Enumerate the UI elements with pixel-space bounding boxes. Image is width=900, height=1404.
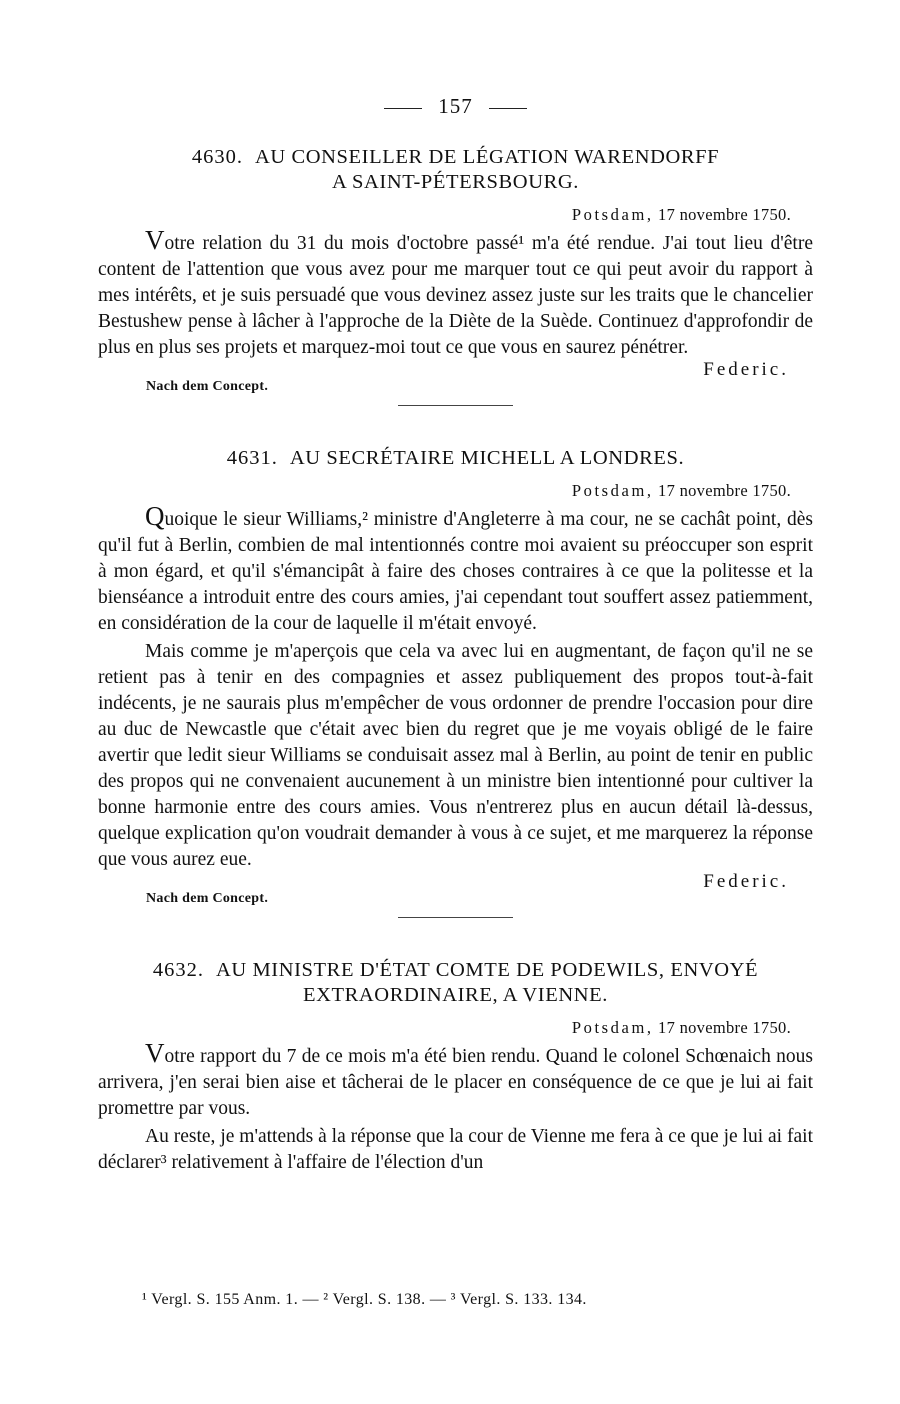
letter-date: 17 novembre 1750. — [658, 1018, 791, 1037]
letter-title-line: A SAINT-PÉTERSBOURG. — [331, 171, 580, 193]
letter-paragraph: Quoique le sieur Williams,² ministre d'Angleterre à ma cour, ne se cachât point, dès qu'il fut à Berlin, combien de mal intentionnés contre moi avaient su préoccuper son esprit à mon égard, et qu'il s'émancipât à faire des choses contraires à ce que la politesse et la bienséance a introduit entre des cours amies, j'ai cependant tout souffert assez patiemment, en considération de la cour de laquelle il m'était envoyé. — [98, 501, 813, 634]
letter-title-line: AU CONSEILLER DE LÉGATION WARENDORFF — [254, 146, 720, 168]
letter-signature: Federic. — [703, 871, 789, 892]
letter-title-line: EXTRAORDINAIRE, A VIENNE. — [302, 984, 609, 1006]
letter-title — [98, 958, 813, 1008]
page-header — [98, 94, 813, 119]
letter-dateline — [98, 481, 791, 501]
letter-date: 17 novembre 1750. — [658, 481, 791, 500]
letter-dateline — [98, 1018, 791, 1038]
page-number: 157 — [438, 94, 473, 118]
letter-number: 4631. — [226, 447, 278, 469]
letter-paragraph: Votre rapport du 7 de ce mois m'a été bien rendu. Quand le colonel Schœnaich nous arrivera, j'en serai bien aise et tâcherai de le placer en conséquence de ce que je lui ai fait promettre par vous. — [98, 1038, 813, 1119]
header-dash-left — [384, 108, 422, 109]
section-divider — [398, 405, 513, 406]
letter-4632 — [98, 958, 813, 1176]
document-page — [98, 94, 813, 1176]
letter-signature: Federic. — [703, 359, 789, 380]
letter-date: 17 novembre 1750. — [658, 205, 791, 224]
letter-place: Potsdam, — [571, 205, 654, 224]
letter-title-line: AU MINISTRE D'ÉTAT COMTE DE PODEWILS, ENVOYÉ — [215, 959, 759, 981]
letter-source-note: Nach dem Concept. — [146, 891, 269, 906]
letter-paragraph: Au reste, je m'attends à la réponse que la cour de Vienne me fera à ce que je lui ai fait déclarer³ relativement à l'affaire de l'élection d'un — [98, 1126, 813, 1173]
letter-title-line: AU SECRÉTAIRE MICHELL A LONDRES. — [289, 447, 685, 469]
letter-place: Potsdam, — [571, 1018, 654, 1037]
letter-paragraph: Mais comme je m'aperçois que cela va avec lui en augmentant, de façon qu'il ne se retient pas à tenir en des compagnies et assez publiquement des propos tout-à-fait indécents, je ne saurais plus m'empêcher de vous ordonner de prendre l'occasion pour dire au duc de Newcastle que c'était avec bien du regret que je me voyais obligé de le faire avertir que ledit sieur Williams se conduisait assez mal à Berlin, au point de tenir en public des propos qui ne convenaient aucunement à un ministre bien intentionné pour cultiver la bonne harmonie entre des cours amies. Vous n'entrerez plus en aucun détail là-dessus, quelque explication qu'on voudrait demander à vous à ce sujet, et me marquerez la réponse que vous aurez eue. — [98, 641, 813, 870]
footnotes: ¹ Vergl. S. 155 Anm. 1. — ² Vergl. S. 138. — ³ Vergl. S. 133. 134. — [142, 1291, 587, 1308]
letter-number: 4630. — [191, 146, 243, 168]
section-divider — [398, 917, 513, 918]
letter-4630 — [98, 145, 813, 406]
letter-paragraph: Votre relation du 31 du mois d'octobre passé¹ m'a été rendue. J'ai tout lieu d'être content de l'attention que vous avez pour me marquer tout ce qui peut avoir du rapport à mes intérêts, et je suis persuadé que vous devinez assez juste sur les traits que le chancelier Bestushew pense à lâcher à l'approche de la Diète de la Suède. Continuez d'approfondir de plus en plus ses projets et marquez-moi tout ce que vous en saurez pénétrer. — [98, 225, 813, 358]
header-dash-right — [489, 108, 527, 109]
letter-4631 — [98, 446, 813, 918]
letter-title — [98, 446, 813, 471]
letter-source-note: Nach dem Concept. — [146, 379, 269, 394]
letter-place: Potsdam, — [571, 481, 654, 500]
letter-number: 4632. — [152, 959, 204, 981]
letter-title — [98, 145, 813, 195]
letter-dateline — [98, 205, 791, 225]
